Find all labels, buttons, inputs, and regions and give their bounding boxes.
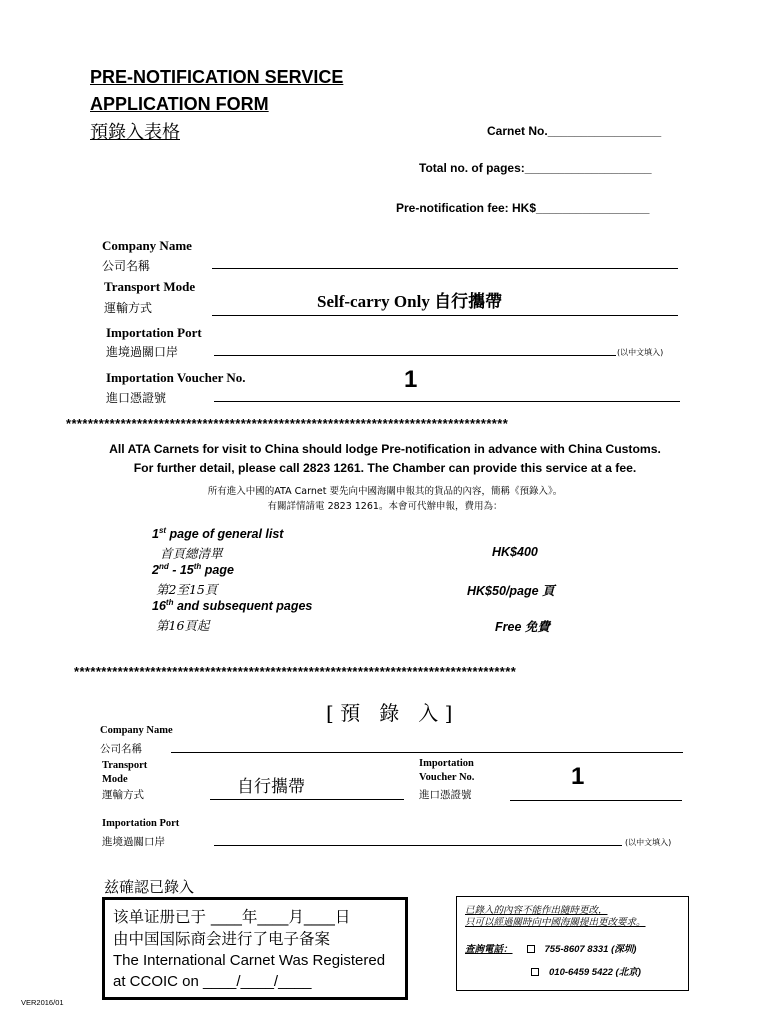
separator-top: ********************************************************************************* — [66, 416, 509, 431]
slip-company-input[interactable] — [171, 752, 683, 753]
voucher-label: Importation Voucher No. — [106, 370, 246, 385]
company-name-label: Company Name — [102, 238, 192, 253]
notice-cn-line1: 所有進入中國的ATA Carnet 要先向中國海關申報其的貨品的內容，簡稱《預錄入》。 — [207, 486, 563, 497]
slip-port-input[interactable] — [214, 845, 622, 846]
separator-bottom: ********************************************************************************* — [74, 664, 517, 679]
voucher-cn: 進口憑證號 — [106, 391, 167, 405]
phone-row-1 — [465, 941, 680, 956]
confirm-cn: 兹確認已錄入 — [104, 878, 195, 896]
checkbox-shenzhen[interactable] — [527, 945, 535, 953]
phone-row-2 — [465, 964, 680, 978]
fee-row-1-label: 1st page of general list — [152, 526, 284, 542]
fee-row-1-cn: 首頁總清單 — [160, 546, 223, 561]
slip-voucher-input[interactable] — [510, 800, 682, 801]
fee-row-2-cn: 第2至15頁 — [156, 582, 218, 597]
import-port-label: Importation Port — [106, 325, 202, 340]
notice-line2: For further detail, please call 2823 1261. The Chamber can provide this service at a fee. — [133, 461, 637, 475]
slip-port-cn: 進境過關口岸 — [102, 836, 165, 848]
company-name-input[interactable] — [212, 268, 678, 269]
slip-transport-label1: Transport — [102, 760, 148, 771]
registration-stamp-box — [102, 897, 408, 1000]
slip-transport-label2: Mode — [102, 774, 128, 785]
slip-transport-cn: 運輸方式 — [102, 789, 144, 801]
fee-row-3-label: 16th and subsequent pages — [152, 598, 313, 614]
info-line2: 只可以經過關時向中國海關提出更改要求。 — [465, 917, 646, 928]
checkbox-beijing[interactable] — [531, 968, 539, 976]
company-name-cn: 公司名稱 — [102, 259, 151, 273]
fee-row-3-price: Free 免費 — [495, 620, 550, 634]
stamp-line2: 由中国国际商会进行了电子备案 — [113, 930, 331, 948]
fee-row-2-label: 2nd - 15th page — [152, 562, 234, 578]
carnet-no-field[interactable] — [487, 124, 661, 138]
fee-row-3-cn: 第16頁起 — [156, 618, 210, 633]
import-port-input[interactable] — [214, 355, 616, 356]
transport-mode-cn: 運輸方式 — [104, 301, 153, 315]
stamp-line3: The International Carnet Was Registered — [113, 952, 386, 969]
slip-voucher-label2: Voucher No. — [419, 772, 475, 783]
voucher-input[interactable] — [214, 401, 680, 402]
fee-field[interactable] — [396, 201, 649, 215]
form-title-line1: PRE-NOTIFICATION SERVICE — [90, 67, 344, 87]
slip-transport-input[interactable] — [210, 799, 404, 800]
slip-voucher-label1: Importation — [419, 758, 474, 769]
slip-company-label: Company Name — [100, 725, 173, 736]
slip-voucher-cn: 進口憑證號 — [419, 789, 472, 801]
slip-transport-value: 自行攜帶 — [237, 777, 305, 797]
notice-cn-line2: 有關詳情請電 2823 1261。本會可代辦申報，費用為： — [267, 501, 503, 512]
phone-beijing: 010-6459 5422 (北京) — [549, 967, 641, 978]
transport-mode-input[interactable] — [212, 315, 678, 316]
slip-voucher-value: 1 — [571, 763, 585, 790]
fee-blank: _________________ — [536, 201, 650, 215]
form-title-cn: 預錄入表格 — [90, 122, 180, 143]
phone-shenzhen: 755-8607 8331 (深圳) — [544, 944, 637, 955]
version-label: VER2016/01 — [21, 998, 64, 1007]
stamp-line4: at CCOIC on ____/____/____ — [113, 973, 312, 990]
carnet-no-blank: _________________ — [547, 124, 662, 138]
form-title-line2: APPLICATION FORM — [90, 94, 269, 114]
transport-mode-label: Transport Mode — [104, 279, 196, 294]
slip-port-label: Importation Port — [102, 818, 180, 829]
slip-title: [ 預 錄 入 ] — [326, 701, 453, 725]
info-phone-label: 查詢電話： — [465, 944, 513, 955]
total-pages-label: Total no. of pages: — [419, 161, 525, 175]
carnet-no-label: Carnet No. — [487, 124, 548, 138]
fee-row-1-price: HK$400 — [492, 545, 538, 559]
fee-row-2-price: HK$50/page 頁 — [467, 584, 555, 598]
import-port-cn: 進境過關口岸 — [106, 345, 179, 359]
import-port-hint: (以中文填入) — [617, 348, 664, 357]
slip-company-cn: 公司名稱 — [100, 743, 142, 755]
total-pages-field[interactable] — [419, 161, 652, 175]
info-line1: 已錄入的內容不能作出隨時更改， — [465, 905, 608, 916]
stamp-line1: 该单证册已于 ____年____月____日 — [113, 908, 351, 926]
slip-port-hint: (以中文填入) — [625, 838, 672, 847]
notice-line1: All ATA Carnets for visit to China should lodge Pre-notification in advance with China Customs. — [109, 442, 661, 456]
total-pages-blank: ___________________ — [524, 161, 652, 175]
transport-mode-value: Self-carry Only 自行攜帶 — [317, 292, 503, 311]
enquiry-info-box — [456, 896, 689, 991]
voucher-value: 1 — [404, 366, 418, 393]
fee-label: Pre-notification fee: HK$ — [396, 201, 537, 215]
